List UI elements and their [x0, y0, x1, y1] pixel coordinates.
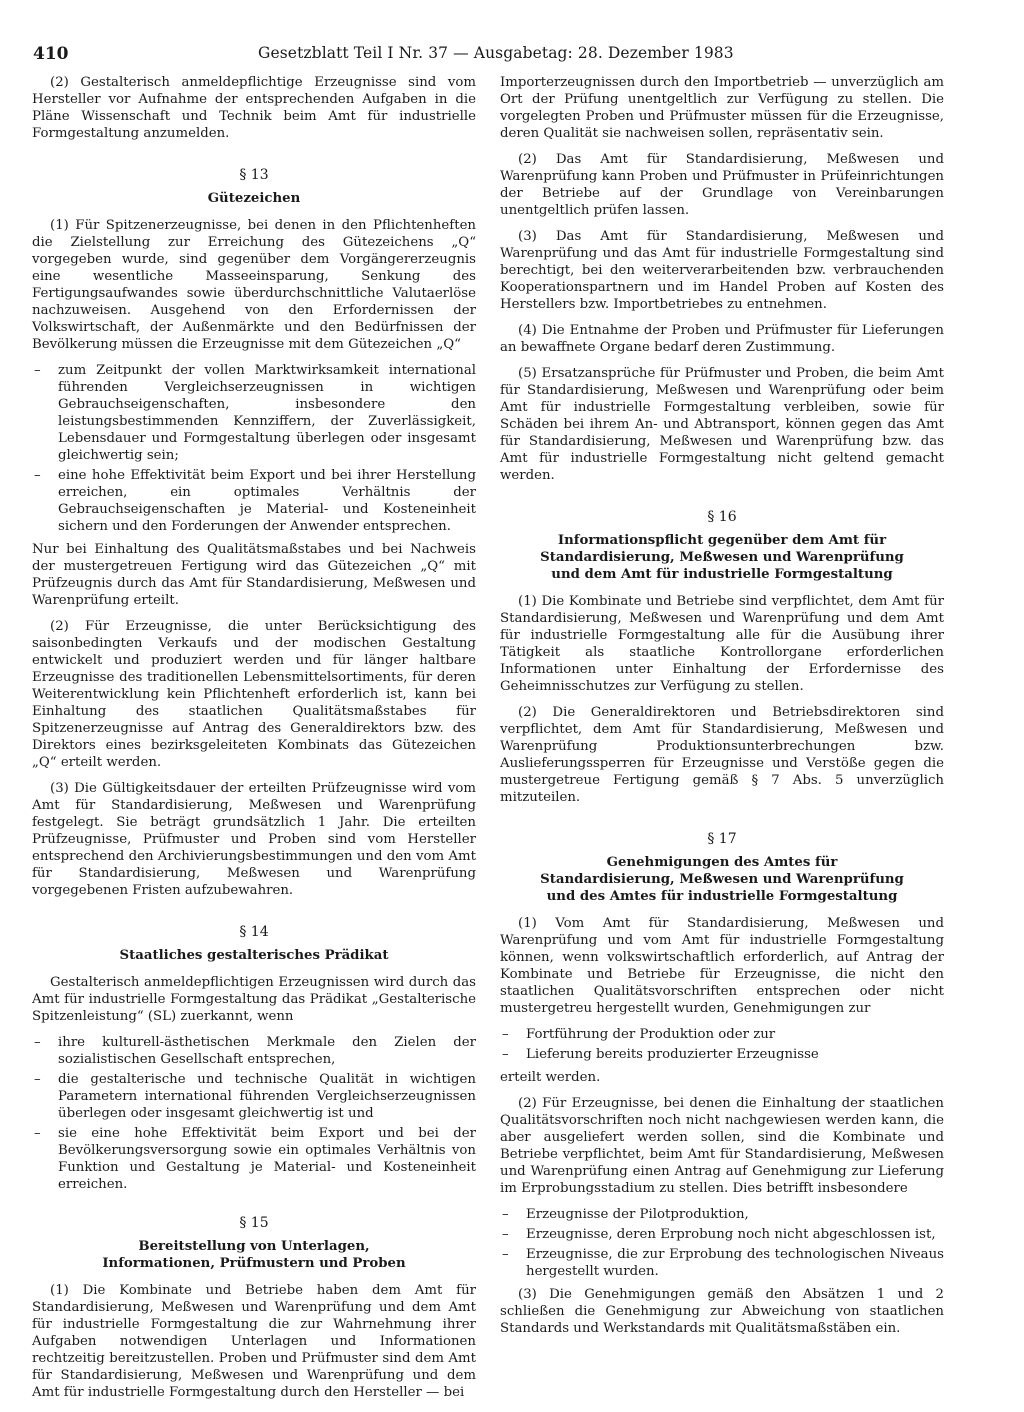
paragraph: (1) Vom Amt für Standardisierung, Meßwesen und Warenprüfung und vom Amt für industrielle Formgestaltung können, wenn volkswirtschaftlich erforderlich, auf Antrag der Kombinate und Betriebe für Erzeugnisse, die nicht den staatlichen Qualitätsvorschriften entsprechen oder nicht mustergetreu hergestellt wurden, Genehmigungen zur — [500, 916, 944, 1016]
list-item: – Erzeugnisse der Pilotproduktion, — [500, 1206, 944, 1223]
list-item: – sie eine hohe Effektivität beim Export und bei der Bevölkerungsversorgung sowie ein optimales Verhältnis von Funktion und Gestaltung je Material- und Kosteneinheit erreichen. — [32, 1125, 476, 1193]
paragraph: (1) Die Kombinate und Betriebe haben dem Amt für Standardisierung, Meßwesen und Warenprüfung und dem Amt für industrielle Formgestaltung die zur Wahrnehmung ihrer Aufgaben notwendigen Unterlagen und Informationen rechtzeitig bereitzustellen. Proben und Prüfmuster sind dem Amt für Standardisierung, Meßwesen und Warenprüfung und dem Amt für industrielle Formgestaltung durch den Hersteller — bei — [32, 1283, 476, 1400]
section-number: § 13 — [239, 167, 269, 183]
list-item: – ihre kulturell-ästhetischen Merkmale den Zielen der sozialistischen Gesellschaft entsprechen, — [32, 1034, 476, 1068]
section-title — [32, 1238, 476, 1272]
paragraph: erteilt werden. — [500, 1070, 601, 1085]
paragraph: (2) Für Erzeugnisse, bei denen die Einhaltung der staatlichen Qualitätsvorschriften noch nicht nachgewiesen werden kann, die aber ausgeliefert werden sollen, sind die Kombinate und Betriebe verpflichtet, beim Amt für Standardisierung, Meßwesen und Warenprüfung einen Antrag auf Genehmigung zur Lieferung im Erprobungsstadium zu stellen. Dies betrifft insbesondere — [500, 1096, 944, 1196]
paragraph: Nur bei Einhaltung des Qualitätsmaßstabes und bei Nachweis der mustergetreuen Fertigung wird das Gütezeichen „Q“ mit Prüfzeugnis durch das Amt für Standardisierung, Meßwesen und Warenprüfung erteilt. — [32, 542, 476, 608]
list-item: – Lieferung bereits produzierter Erzeugnisse — [500, 1046, 944, 1063]
dash-list — [32, 1034, 476, 1193]
paragraph: (3) Das Amt für Standardisierung, Meßwesen und Warenprüfung und das Amt für industrielle Formgestaltung sind berechtigt, bei den weiterverarbeitenden bzw. verbrauchenden Kooperationspartnern und im Handel Proben auf Kosten des Herstellers bzw. Importbetriebes zu entnehmen. — [500, 229, 944, 312]
paragraph: (3) Die Gültigkeitsdauer der erteilten Prüfzeugnisse wird vom Amt für Standardisierung, Meßwesen und Warenprüfung festgelegt. Sie beträgt grundsätzlich 1 Jahr. Die erteilten Prüfzeugnisse, Prüfmuster und Proben sind vom Hersteller entsprechend den Archivierungsbestimmungen und den vom Amt für Standardisierung, Meßwesen und Warenprüfung vorgegebenen Fristen aufzubewahren. — [32, 781, 476, 898]
paragraph: (2) Das Amt für Standardisierung, Meßwesen und Warenprüfung kann Proben und Prüfmuster in Prüfeinrichtungen der Betriebe auf der Grundlage von Vereinbarungen unentgeltlich prüfen lassen. — [500, 152, 944, 218]
section-title — [500, 854, 944, 905]
section-title — [500, 532, 944, 583]
section-number: § 17 — [707, 831, 737, 847]
section-title-line: Genehmigungen des Amtes für — [606, 855, 838, 870]
section-title-line: Standardisierung, Meßwesen und Warenprüfung — [540, 872, 904, 887]
paragraph: (2) Für Erzeugnisse, die unter Berücksichtigung des saisonbedingten Verkaufs und der modischen Gestaltung entwickelt und produziert werden und für länger haltbare Erzeugnisse des traditionellen Lebensmittelsortiments, für deren Weiterentwicklung kein Pflichtenheft erforderlich ist, kann bei Einhaltung des staatlichen Qualitätsmaßstabes für Spitzenerzeugnisse auf Antrag des Generaldirektors bzw. des Direktors eines bezirksgeleiteten Kombinats das Gütezeichen „Q“ erteilt werden. — [32, 619, 476, 770]
paragraph: (1) Für Spitzenerzeugnisse, bei denen in den Pflichtenheften die Zielstellung zur Erreichung des Gütezeichens „Q“ vorgegeben wurde, sind gegenüber dem Vorgängererzeugnis eine wesentliche Masseeinsparung, Senkung des Fertigungsaufwandes sowie überdurchschnittliche Valutaerlöse nachzuweisen. Ausgehend von den Erfordernissen der Volkswirtschaft, der Außenmärkte und den Bedürfnissen der Bevölkerung müssen die Erzeugnisse mit dem Gütezeichen „Q“ — [32, 218, 476, 352]
list-item: – eine hohe Effektivität beim Export und bei ihrer Herstellung erreichen, ein optimales Verhältnis der Gebrauchseigenschaften je Material- und Kosteneinheit sichern und den Forderungen der Anwender entsprechen. — [32, 467, 476, 535]
section-title-line: Informationen, Prüfmustern und Proben — [102, 1256, 406, 1271]
section-title: Staatliches gestalterisches Prädikat — [119, 948, 389, 963]
section-number: § 16 — [707, 509, 737, 525]
paragraph: (2) Die Generaldirektoren und Betriebsdirektoren sind verpflichtet, dem Amt für Standardisierung, Meßwesen und Warenprüfung Produktionsunterbrechungen bzw. Auslieferungssperren für Erzeugnisse und Verstöße gegen die mustergetreue Fertigung gemäß § 7 Abs. 5 unverzüglich mitzuteilen. — [500, 705, 944, 805]
dash-list — [32, 362, 476, 535]
dash-list — [500, 1206, 944, 1280]
list-item: – zum Zeitpunkt der vollen Marktwirksamkeit international führenden Vergleichserzeugnissen in wichtigen Gebrauchseigenschaften, insbesondere den leistungsbestimmenden Kennziffern, der Zuverlässigkeit, Lebensdauer und Formgestaltung überlegen oder insgesamt gleichwertig sein; — [32, 362, 476, 464]
section-title-line: Standardisierung, Meßwesen und Warenprüfung — [540, 550, 904, 565]
paragraph: (2) Gestalterisch anmeldepflichtige Erzeugnisse sind vom Hersteller vor Aufnahme der entsprechenden Aufgaben in die Pläne Wissenschaft und Technik beim Amt für industrielle Formgestaltung anzumelden. — [32, 75, 476, 141]
section-title-line: und des Amtes für industrielle Formgestaltung — [546, 889, 898, 904]
right-column — [500, 74, 944, 1346]
paragraph: (3) Die Genehmigungen gemäß den Absätzen 1 und 2 schließen die Genehmigung zur Abweichung von staatlichen Standards und Werkstandards mit Qualitätsmaßstäben ein. — [500, 1287, 944, 1336]
paragraph: (1) Die Kombinate und Betriebe sind verpflichtet, dem Amt für Standardisierung, Meßwesen und Warenprüfung und dem Amt für industrielle Formgestaltung alle für die Ausübung ihrer Tätigkeit als staatliche Kontrollorgane erforderlichen Informationen unter Einhaltung der Erfordernisse des Geheimnisschutzes zur Verfügung zu stellen. — [500, 594, 944, 694]
section-number: § 15 — [239, 1215, 269, 1231]
list-item: – Erzeugnisse, die zur Erprobung des technologischen Niveaus hergestellt wurden. — [500, 1246, 944, 1280]
running-header: Gesetzblatt Teil I Nr. 37 — Ausgabetag: 28. Dezember 1983 — [258, 44, 734, 62]
section-title-line: und dem Amt für industrielle Formgestaltung — [551, 567, 893, 582]
paragraph: Gestalterisch anmeldepflichtigen Erzeugnissen wird durch das Amt für industrielle Formgestaltung das Prädikat „Gestalterische Spitzenleistung“ (SL) zuerkannt, wenn — [32, 975, 476, 1024]
paragraph: (4) Die Entnahme der Proben und Prüfmuster für Lieferungen an bewaffnete Organe bedarf deren Zustimmung. — [500, 323, 944, 355]
list-item: – die gestalterische und technische Qualität in wichtigen Parametern international führenden Vergleichserzeugnissen überlegen oder insgesamt gleichwertig ist und — [32, 1071, 476, 1122]
section-title-line: Informationspflicht gegenüber dem Amt für — [557, 533, 887, 548]
section-title: Gütezeichen — [207, 191, 301, 206]
section-title-line: Bereitstellung von Unterlagen, — [138, 1239, 370, 1254]
section-number: § 14 — [239, 924, 269, 940]
list-item: – Fortführung der Produktion oder zur — [500, 1026, 944, 1043]
left-column — [32, 74, 476, 1410]
paragraph: (5) Ersatzansprüche für Prüfmuster und Proben, die beim Amt für Standardisierung, Meßwesen und Warenprüfung oder beim Amt für industrielle Formgestaltung verbleiben, sowie für Schäden bei ihrem An- und Abtransport, können gegen das Amt für Standardisierung, Meßwesen und Warenprüfung bzw. das Amt für industrielle Formgestaltung nicht geltend gemacht werden. — [500, 366, 944, 483]
dash-list — [500, 1026, 944, 1063]
page-number: 410 — [33, 44, 69, 64]
list-item: – Erzeugnisse, deren Erprobung noch nicht abgeschlossen ist, — [500, 1226, 944, 1243]
paragraph: Importerzeugnissen durch den Importbetrieb — unverzüglich am Ort der Prüfung unentgeltlich zur Verfügung zu stellen. Die vorgelegten Proben und Prüfmuster müssen für die Erzeugnisse, deren Qualität sie nachweisen sollen, repräsentativ sein. — [500, 75, 944, 141]
